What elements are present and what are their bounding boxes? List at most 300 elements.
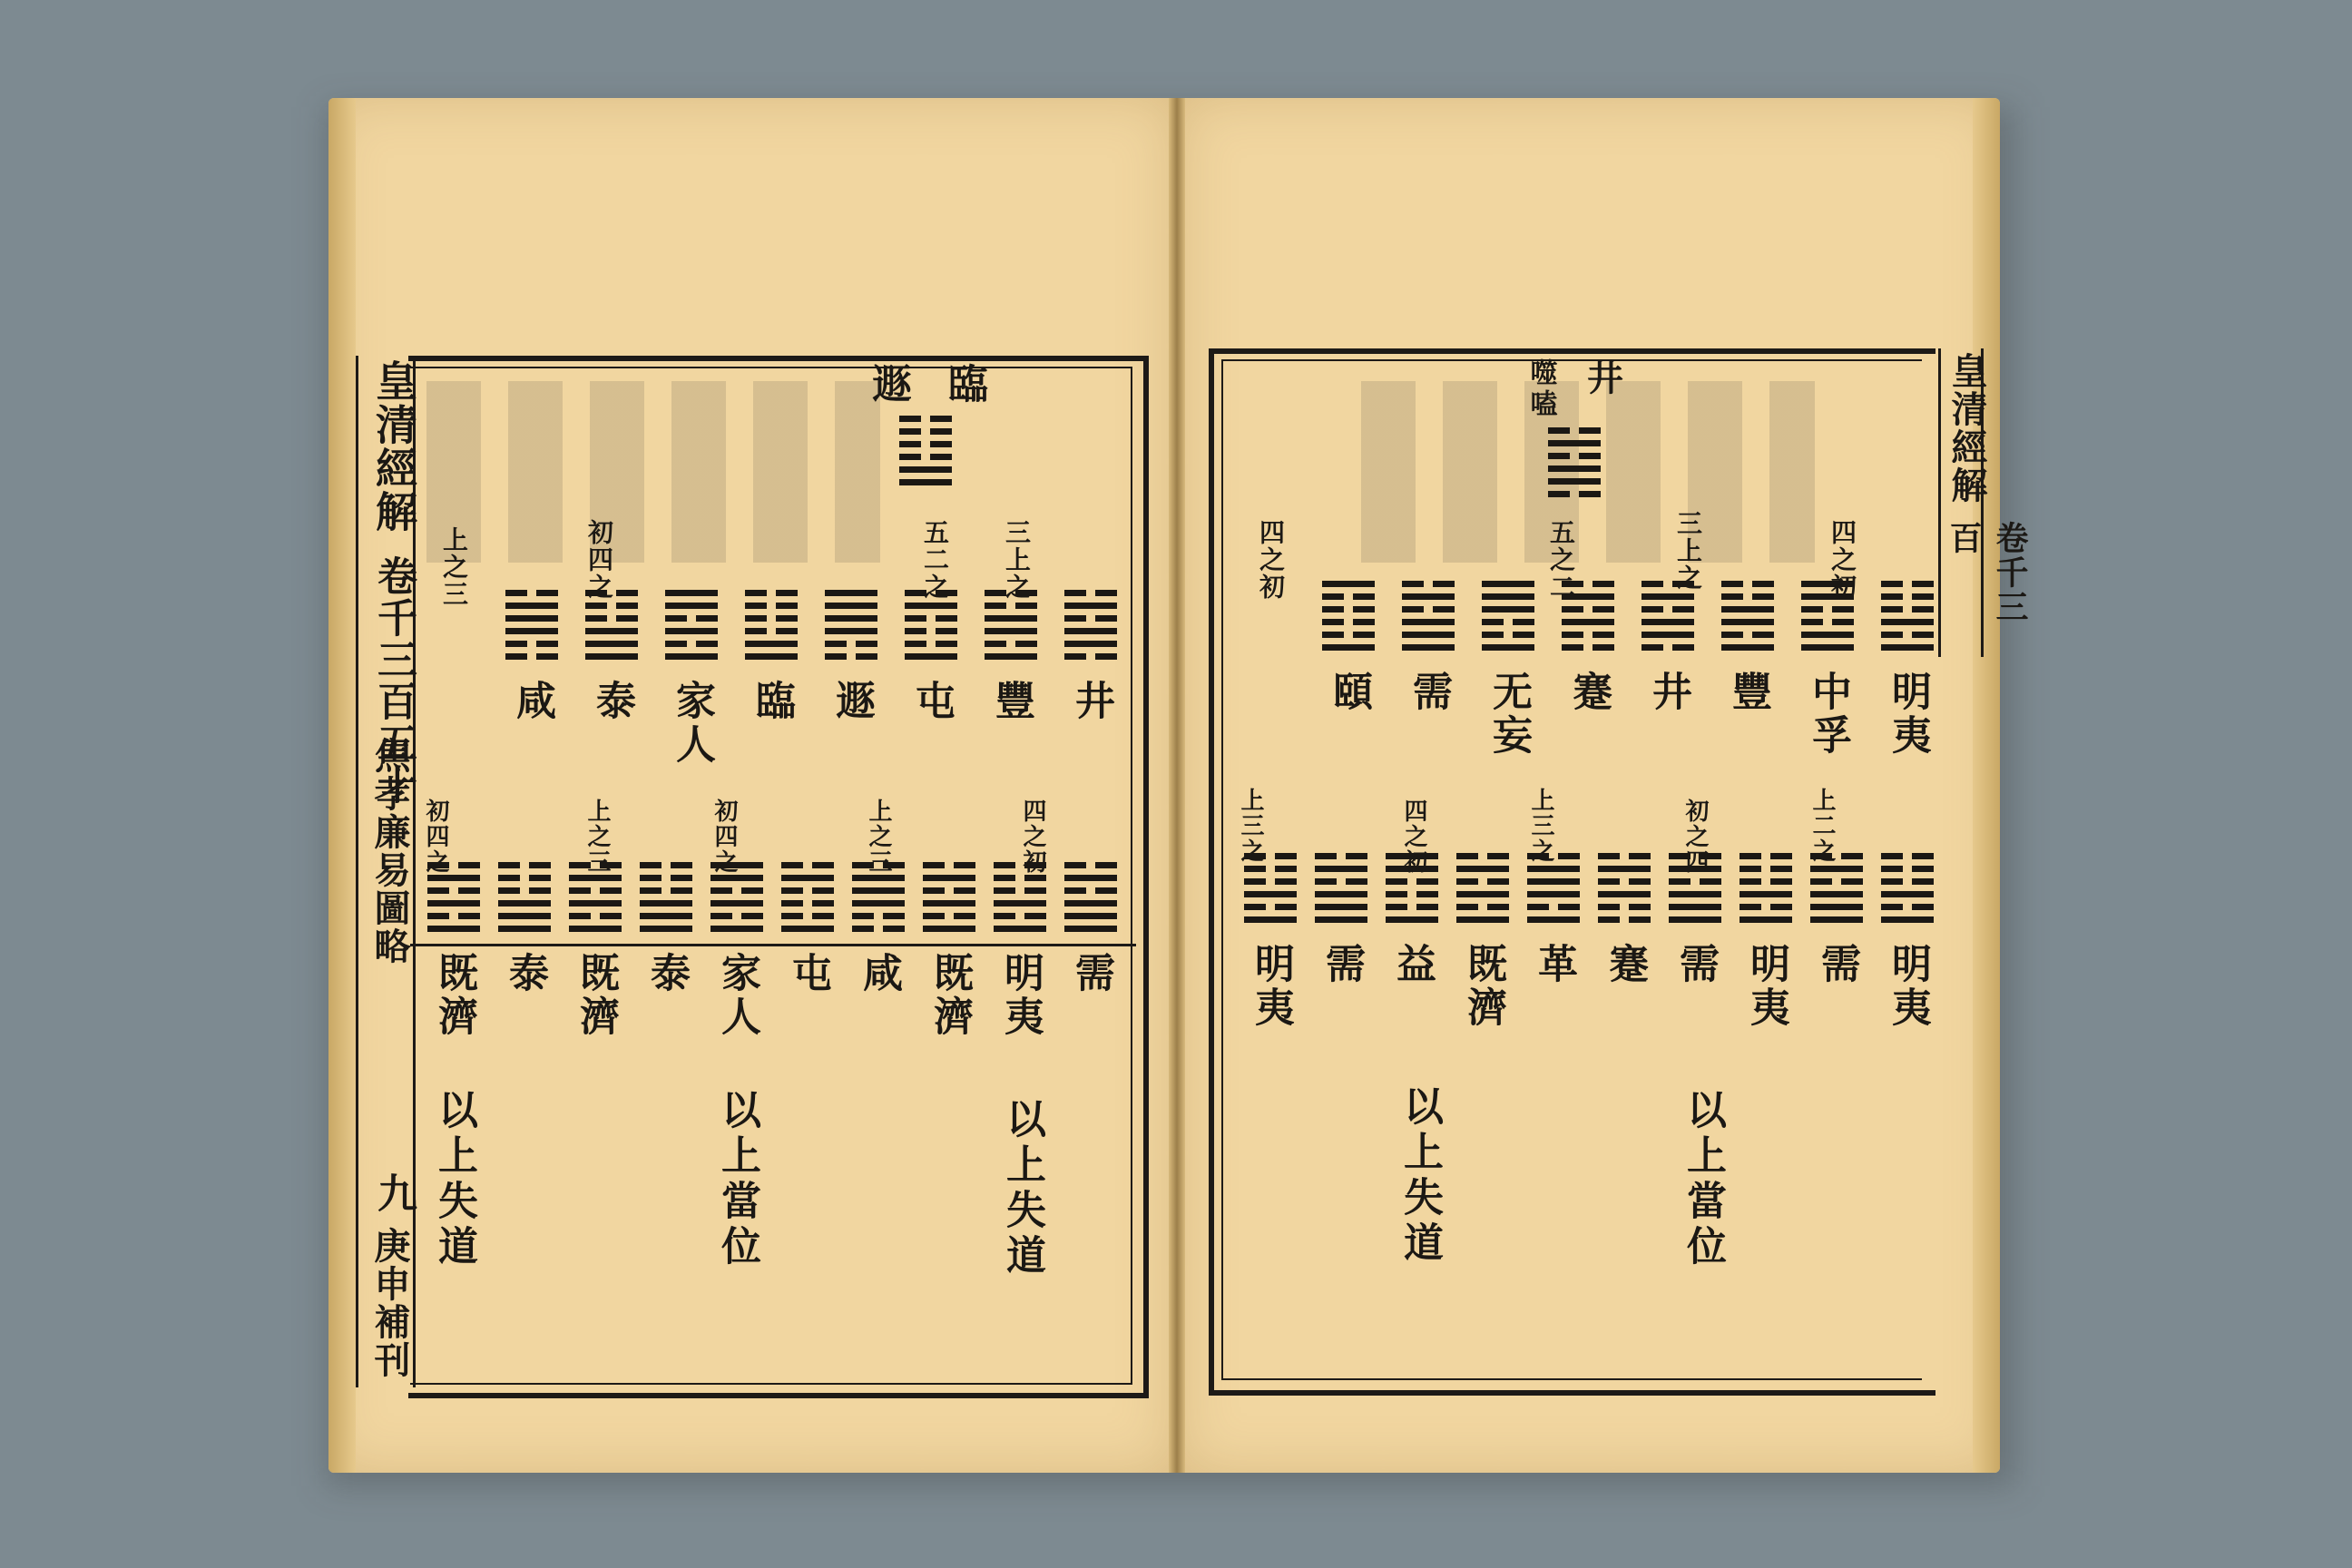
yang-line: [1810, 904, 1863, 910]
yin-line: [1642, 644, 1694, 651]
hexagram-figure: [1064, 862, 1117, 932]
hexagram-figure: [1322, 581, 1375, 651]
yin-line: [1740, 904, 1792, 910]
yin-line: [1244, 866, 1297, 872]
hexagram-name: 明夷: [1885, 671, 1931, 758]
hexagram-column: [566, 862, 624, 1039]
yin-line: [1456, 878, 1509, 885]
yin-line: [1386, 904, 1438, 910]
yang-line: [569, 926, 622, 932]
yin-line: [1881, 904, 1934, 910]
hexagram-name: 井: [1068, 680, 1114, 723]
top-hexagram-subname: 噬嗑: [1524, 358, 1557, 420]
yang-line: [1881, 891, 1934, 897]
yang-line: [1740, 891, 1792, 897]
yang-line: [1315, 891, 1367, 897]
yin-line: [1322, 606, 1375, 612]
yang-line: [1810, 891, 1863, 897]
hexagram-name: 頤: [1326, 671, 1372, 714]
hexagram-figure: [1482, 581, 1534, 651]
yang-line: [1386, 916, 1438, 923]
yang-line: [1810, 916, 1863, 923]
yang-line: [899, 466, 952, 473]
hexagram-column: [1808, 853, 1866, 986]
yang-line: [1322, 644, 1375, 651]
hexagram-figure: [1064, 590, 1117, 660]
hexagram-column: [1878, 581, 1936, 758]
yang-line: [994, 926, 1046, 932]
hexagram-figure: [505, 590, 558, 660]
yin-line: [498, 862, 551, 868]
hexagram-name: 遯: [828, 680, 875, 723]
yin-line: [899, 428, 952, 435]
yang-line: [569, 875, 622, 881]
yin-line: [505, 641, 558, 647]
yang-line: [1548, 440, 1601, 446]
right-row2-mark-3: 上三之: [1527, 788, 1554, 864]
yang-line: [905, 603, 957, 609]
hexagram-figure: [1881, 581, 1934, 651]
yang-line: [1881, 644, 1934, 651]
yang-line: [1456, 916, 1509, 923]
yin-line: [1482, 632, 1534, 638]
yang-line: [640, 900, 692, 906]
yin-line: [1721, 632, 1774, 638]
hexagram-column: [1062, 590, 1120, 723]
right-row2-mark-5: 上三之: [1237, 788, 1264, 864]
yin-line: [745, 628, 798, 634]
hexagram-column: [662, 590, 720, 767]
hexagram-column: [1454, 853, 1512, 1030]
right-note-2: 以上當位: [1680, 1089, 1726, 1270]
yang-line: [1244, 891, 1297, 897]
yin-line: [640, 887, 692, 894]
hexagram-column: [1798, 581, 1857, 758]
yang-line: [1064, 875, 1117, 881]
yin-line: [505, 590, 558, 596]
hexagram-name: 明夷: [997, 952, 1044, 1039]
yin-line: [781, 862, 834, 868]
top-hexagram-column: [853, 363, 998, 485]
hexagram-name: 需: [1406, 671, 1452, 714]
yin-line: [569, 913, 622, 919]
hexagram-figure: [899, 416, 952, 485]
hexagram-column: [1719, 581, 1777, 714]
yin-line: [985, 603, 1037, 609]
left-row1-mark-3: 五二之: [920, 519, 950, 601]
yang-line: [505, 615, 558, 622]
yin-line: [899, 416, 952, 422]
hexagram-name: 井: [1645, 671, 1691, 714]
yang-line: [825, 590, 877, 596]
yin-line: [825, 653, 877, 660]
hexagram-column: [583, 590, 641, 723]
yang-line: [665, 653, 718, 660]
right-row1-mark-2: 三上之: [1673, 510, 1703, 592]
hexagram-name: 咸: [509, 680, 555, 723]
yin-line: [1598, 904, 1651, 910]
yin-line: [923, 862, 975, 868]
left-row2-mark-4: 上之三: [865, 799, 892, 875]
yang-line: [585, 641, 638, 647]
yang-line: [923, 875, 975, 881]
hexagram-name: 蹇: [1565, 671, 1612, 714]
hexagram-name: 中孚: [1805, 671, 1851, 758]
right-row2-mark-1: 上二之: [1808, 788, 1836, 864]
yin-line: [1456, 853, 1509, 859]
hexagram-figure: [665, 590, 718, 660]
right-row1-mark-4: 四之初: [1828, 519, 1857, 601]
left-note-3: 以上失道: [999, 1098, 1045, 1279]
hexagram-column: [902, 590, 960, 723]
yin-line: [710, 913, 763, 919]
left-page-edges: [328, 98, 356, 1473]
yang-line: [985, 628, 1037, 634]
yang-line: [994, 900, 1046, 906]
hexagram-figure: [1598, 853, 1651, 923]
yang-line: [710, 900, 763, 906]
yin-line: [1386, 878, 1438, 885]
yin-line: [1322, 593, 1375, 600]
yin-line: [1740, 878, 1792, 885]
yang-line: [1402, 619, 1455, 625]
yang-line: [505, 603, 558, 609]
hexagram-column: [1559, 581, 1617, 714]
yin-line: [1740, 866, 1792, 872]
left-row2-mark-3: 初四之: [710, 799, 738, 875]
book-gutter: [1169, 98, 1185, 1473]
hexagram-column: [1595, 853, 1653, 986]
yang-line: [1642, 593, 1694, 600]
yin-line: [427, 913, 480, 919]
yin-line: [905, 628, 957, 634]
yang-line: [852, 900, 905, 906]
yin-line: [1881, 581, 1934, 587]
hexagram-column: [1241, 853, 1299, 1030]
yang-line: [825, 603, 877, 609]
yang-line: [1598, 891, 1651, 897]
hexagram-figure: [825, 590, 877, 660]
yang-line: [1315, 904, 1367, 910]
right-margin-title: 皇清經解: [1945, 352, 1988, 505]
yin-line: [923, 913, 975, 919]
yang-line: [1456, 866, 1509, 872]
hexagram-figure: [1456, 853, 1509, 923]
yang-line: [1064, 603, 1117, 609]
hexagram-figure: [1721, 581, 1774, 651]
left-row1-mark-1: 上之三: [439, 526, 469, 608]
yin-line: [1064, 653, 1117, 660]
yin-line: [1562, 644, 1614, 651]
yang-line: [1527, 916, 1580, 923]
left-row2-mark-5: 四之初: [1019, 799, 1046, 875]
top-hexagram-column: [1506, 358, 1642, 497]
yin-line: [1598, 853, 1651, 859]
yin-line: [1881, 632, 1934, 638]
yin-line: [899, 441, 952, 447]
hexagram-name: 豐: [988, 680, 1034, 723]
yang-line: [1064, 641, 1117, 647]
yang-line: [1482, 581, 1534, 587]
yin-line: [1064, 887, 1117, 894]
right-note-1: 以上失道: [1396, 1085, 1443, 1267]
yin-line: [1810, 878, 1863, 885]
hexagram-name: 既濟: [431, 952, 477, 1039]
yin-line: [585, 603, 638, 609]
left-note-1: 以上失道: [431, 1089, 477, 1270]
hexagram-name: 咸: [856, 952, 902, 995]
yin-line: [640, 862, 692, 868]
right-row2-mark-2: 初之四: [1681, 799, 1709, 875]
yang-line: [1064, 900, 1117, 906]
yang-line: [1721, 644, 1774, 651]
yin-line: [1527, 904, 1580, 910]
yin-line: [505, 653, 558, 660]
top-hexagram-subname: 遯: [865, 363, 911, 407]
hexagram-name: 家人: [669, 680, 715, 767]
yin-line: [1721, 593, 1774, 600]
yang-line: [1064, 913, 1117, 919]
yang-line: [985, 615, 1037, 622]
left-row2-mark-1: 初四之: [422, 799, 449, 875]
yang-line: [1482, 644, 1534, 651]
yang-line: [1801, 632, 1854, 638]
hexagram-column: [1319, 581, 1377, 714]
margin-author: 焦孝廉易圖略: [368, 737, 411, 965]
yang-line: [710, 926, 763, 932]
yin-line: [1386, 891, 1438, 897]
hexagram-figure: [781, 862, 834, 932]
yin-line: [1881, 606, 1934, 612]
yang-line: [1482, 593, 1534, 600]
yang-line: [1402, 632, 1455, 638]
yin-line: [985, 641, 1037, 647]
hexagram-column: [779, 862, 837, 995]
yang-line: [1642, 619, 1694, 625]
yin-line: [665, 641, 718, 647]
yin-line: [1244, 904, 1297, 910]
hexagram-column: [822, 590, 880, 723]
hexagram-name: 既濟: [926, 952, 973, 1039]
yang-line: [498, 913, 551, 919]
yang-line: [899, 479, 952, 485]
right-row1-mark-1: 四之初: [1256, 519, 1286, 601]
yang-line: [1315, 916, 1367, 923]
yin-line: [1064, 590, 1117, 596]
yang-line: [1064, 628, 1117, 634]
yin-line: [1548, 427, 1601, 434]
hexagram-name: 臨: [749, 680, 795, 723]
yin-line: [569, 887, 622, 894]
yin-line: [745, 590, 798, 596]
margin-title: 皇清經解: [369, 359, 418, 534]
hexagram-name: 需: [1814, 943, 1860, 986]
yang-line: [1244, 916, 1297, 923]
yang-line: [1548, 466, 1601, 472]
hexagram-figure: [745, 590, 798, 660]
yang-line: [781, 926, 834, 932]
yin-line: [1881, 853, 1934, 859]
hexagram-name: 豐: [1725, 671, 1771, 714]
right-row2-mark-4: 四之初: [1400, 799, 1427, 875]
hexagram-column: [1524, 853, 1583, 986]
yin-line: [1315, 853, 1367, 859]
right-row1-mark-3: 五之二: [1546, 519, 1576, 601]
yin-line: [1801, 619, 1854, 625]
yin-line: [498, 875, 551, 881]
hexagram-column: [849, 862, 907, 995]
left-row2-mark-2: 上之三: [583, 799, 611, 875]
hexagram-name: 泰: [502, 952, 548, 995]
hexagram-figure: [1881, 853, 1934, 923]
yang-line: [498, 900, 551, 906]
yang-line: [665, 628, 718, 634]
yang-line: [1669, 916, 1721, 923]
yin-line: [781, 900, 834, 906]
yang-line: [1801, 644, 1854, 651]
yang-line: [1881, 916, 1934, 923]
hexagram-name: 蹇: [1602, 943, 1648, 986]
yin-line: [852, 926, 905, 932]
hexagram-column: [991, 862, 1049, 1039]
top-hexagram-labels: [858, 363, 993, 407]
yang-line: [1527, 878, 1580, 885]
hexagram-column: [637, 862, 695, 995]
yin-line: [905, 615, 957, 622]
yin-line: [640, 875, 692, 881]
yin-line: [1244, 878, 1297, 885]
yang-line: [498, 926, 551, 932]
yang-line: [905, 653, 957, 660]
margin-press: 庚申補刊: [368, 1227, 411, 1379]
hexagram-name: 明夷: [1248, 943, 1294, 1030]
yang-line: [1721, 606, 1774, 612]
hexagram-name: 益: [1389, 943, 1436, 986]
hexagram-name: 无妄: [1485, 671, 1532, 758]
hexagram-column: [1737, 853, 1795, 1030]
show-through-shadow-left: [426, 381, 880, 563]
yang-line: [427, 875, 480, 881]
yin-line: [1881, 593, 1934, 600]
yin-line: [1064, 862, 1117, 868]
left-margin-column: [356, 356, 416, 1387]
hexagram-column: [920, 862, 978, 1039]
yang-line: [1527, 866, 1580, 872]
margin-folio: 九: [370, 1172, 416, 1214]
yin-line: [1801, 606, 1854, 612]
yin-line: [994, 887, 1046, 894]
hexagram-column: [1062, 862, 1120, 995]
hexagram-column: [1479, 581, 1537, 758]
hexagram-figure: [923, 862, 975, 932]
yang-line: [852, 875, 905, 881]
yin-line: [1642, 606, 1694, 612]
yin-line: [1482, 619, 1534, 625]
yang-line: [1810, 866, 1863, 872]
yang-line: [781, 875, 834, 881]
left-row1-mark-2: 初四之: [584, 519, 614, 601]
yin-line: [1322, 632, 1375, 638]
yin-line: [1322, 619, 1375, 625]
yang-line: [710, 875, 763, 881]
right-margin-column: [1938, 348, 2029, 657]
yang-line: [825, 628, 877, 634]
hexagram-column: [1399, 581, 1457, 714]
yin-line: [1456, 904, 1509, 910]
hexagram-column: [708, 862, 766, 1039]
hexagram-column: [1312, 853, 1370, 986]
yang-line: [1456, 891, 1509, 897]
hexagram-figure: [1402, 581, 1455, 651]
yang-line: [1322, 581, 1375, 587]
yang-line: [1598, 866, 1651, 872]
right-margin-volume: 卷千三百: [1945, 521, 2029, 624]
yang-line: [427, 900, 480, 906]
yin-line: [710, 887, 763, 894]
yin-line: [1064, 615, 1117, 622]
yang-line: [1562, 619, 1614, 625]
hexagram-name: 屯: [908, 680, 955, 723]
yin-line: [1881, 866, 1934, 872]
hexagram-name: 需: [1318, 943, 1365, 986]
yin-line: [427, 887, 480, 894]
yin-line: [1315, 878, 1367, 885]
yin-line: [1721, 581, 1774, 587]
yang-line: [665, 603, 718, 609]
yin-line: [745, 615, 798, 622]
margin-volume: 卷千三百五十: [370, 555, 416, 806]
yin-line: [905, 641, 957, 647]
yin-line: [1669, 878, 1721, 885]
yang-line: [569, 900, 622, 906]
yin-line: [745, 603, 798, 609]
yang-line: [1642, 632, 1694, 638]
hexagram-figure: [1548, 427, 1601, 497]
yang-line: [985, 653, 1037, 660]
yin-line: [899, 454, 952, 460]
yang-line: [427, 926, 480, 932]
hexagram-name: 泰: [643, 952, 690, 995]
yin-line: [825, 641, 877, 647]
hexagram-name: 既濟: [573, 952, 619, 1039]
yang-line: [1721, 619, 1774, 625]
hexagram-column: [1878, 853, 1936, 1030]
hexagram-name: 需: [1068, 952, 1114, 995]
yang-line: [640, 913, 692, 919]
hexagram-figure: [498, 862, 551, 932]
hexagram-name: 明夷: [1743, 943, 1789, 1030]
hexagram-name: 明夷: [1885, 943, 1931, 1030]
yin-line: [1548, 453, 1601, 459]
yang-line: [640, 926, 692, 932]
yang-line: [665, 590, 718, 596]
hexagram-name: 革: [1531, 943, 1577, 986]
yin-line: [1562, 632, 1614, 638]
hexagram-column: [425, 862, 483, 1039]
yang-line: [745, 653, 798, 660]
yin-line: [994, 875, 1046, 881]
yin-line: [1562, 606, 1614, 612]
yang-line: [923, 900, 975, 906]
yang-line: [1064, 926, 1117, 932]
hexagram-name: 家人: [714, 952, 760, 1039]
yin-line: [1402, 581, 1455, 587]
hexagram-name: 屯: [785, 952, 831, 995]
yin-line: [994, 913, 1046, 919]
yin-line: [1740, 853, 1792, 859]
hexagram-name: 既濟: [1460, 943, 1506, 1030]
yang-line: [745, 641, 798, 647]
